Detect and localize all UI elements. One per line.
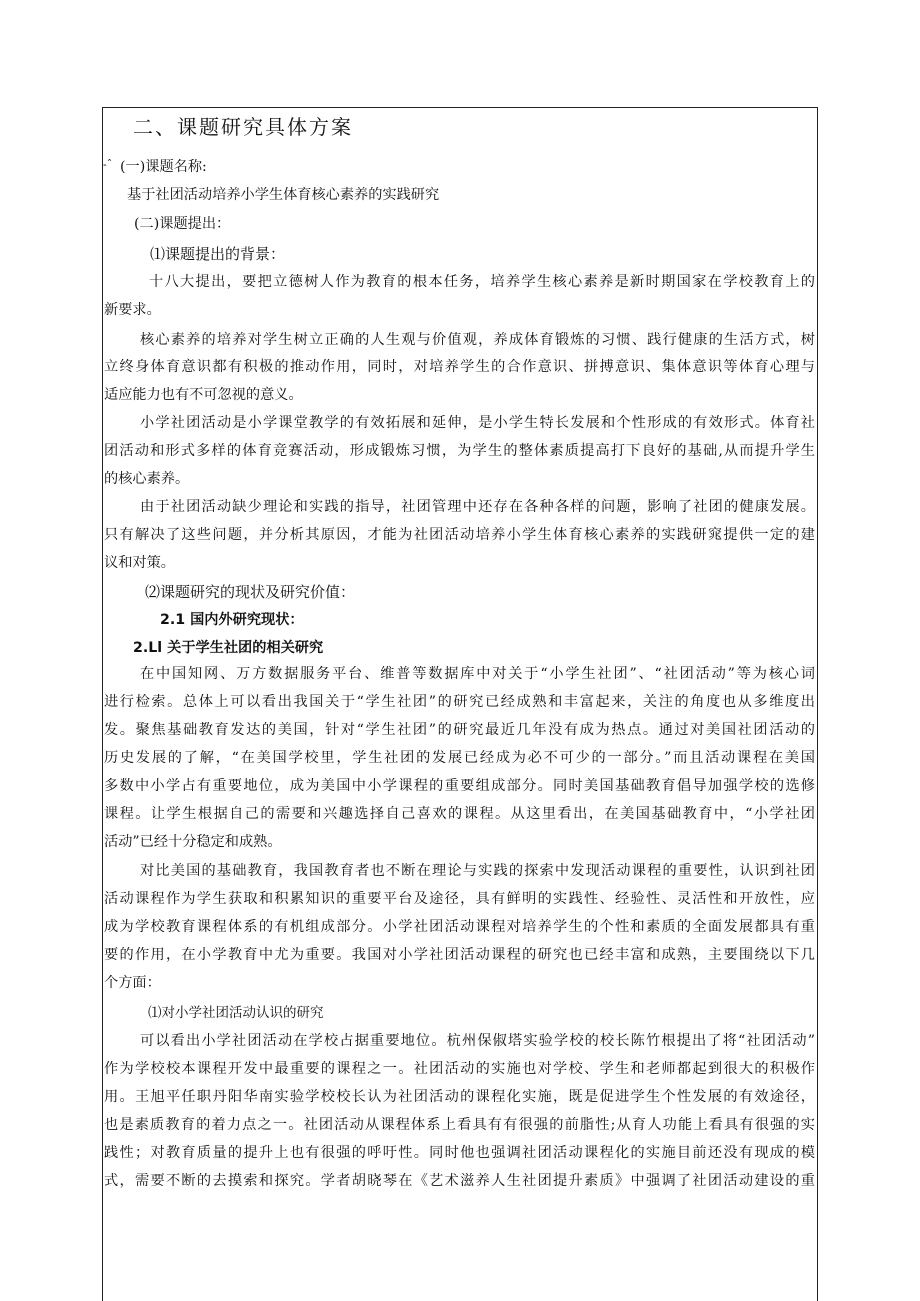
section-heading: 二、课题研究具体方案	[133, 115, 353, 139]
paragraph-line: 可以看出小学社团活动在学校占据重要地位。杭州保俶塔实验学校的校长陈竹根提出了将“社团活动”	[140, 1033, 815, 1049]
subsection-label: ⑴对小学社团活动认识的研究	[148, 1005, 324, 1021]
paragraph-line: 作为学校校本课程开发中最重要的课程之一。社团活动的实施也对学校、学生和老师都起到很大的积极作	[104, 1061, 815, 1077]
status-label: ⑵课题研究的现状及研究价值：	[145, 583, 356, 601]
paragraph-line: 十八大提出，要把立德树人作为教育的根本任务，培养学生核心素养是新时期国家在学校教育上的	[149, 274, 815, 290]
paragraph-line: 核心素养的培养对学生树立正确的人生观与价值观，养成体育锻炼的习惯、践行健康的生活方式，树	[140, 332, 815, 348]
stray-mark: -ˆ	[103, 158, 113, 171]
paragraph-line: 由于社团活动缺少理论和实践的指导，社团管理中还存在各种各样的问题，影响了社团的健康发展。	[140, 499, 815, 515]
topic-name-label: (一)课题名称:	[120, 159, 207, 175]
paragraph-line: 多数中小学占有重要地位，成为美国中小学课程的重要组成部分。同时美国基础教育倡导加强学校的选修	[104, 778, 815, 794]
paragraph-line: 的核心素养。	[104, 471, 190, 487]
paragraph-line: 议和对策。	[104, 555, 175, 571]
paragraph-line: 式，需要不断的去摸索和探究。学者胡晓琴在《艺术滋养人生社团提升素质》中强调了社团活动建设的重	[104, 1173, 815, 1189]
paragraph-line: 要的作用，在小学教育中尤为重要。我国对小学社团活动课程的研究也已经丰富和成熟，主要围绕以下几	[104, 947, 815, 963]
topic-title: 基于社团活动培养小学生体育核心素养的实践研究	[127, 187, 440, 203]
paragraph-line: 适应能力也有不可忽视的意义。	[104, 387, 303, 403]
paragraph-line: 用。王旭平任职丹阳华南实验学校校长认为社团活动的课程化实施，既是促进学生个性发展的有效途径，	[104, 1089, 815, 1105]
paragraph-line: 成为学校教育课程体系的有机组成部分。小学社团活动课程对培养学生的个性和素质的全面发展都具有重	[104, 919, 815, 935]
paragraph-line: 个方面：	[104, 975, 161, 991]
paragraph-line: 团活动和形式多样的体育竞赛活动，形成锻炼习惯，为学生的整体素质提高打下良好的基础,从而提升学生	[104, 443, 815, 459]
paragraph-line: 只有解决了这些问题，并分析其原因，才能为社团活动培养小学生体育核心素养的实践研窕提供一定的建	[104, 527, 815, 543]
background-label: ⑴课题提出的背景：	[150, 245, 286, 263]
paragraph-line: 在中国知网、万方数据服务平台、维普等数据库中对关于“小学生社团”、“社团活动”等为核心词	[140, 666, 815, 682]
paragraph-line: 践性；对教育质量的提升上也有很强的呼吁性。同时他也强调社团活动课程化的实施目前还没有现成的模	[104, 1145, 815, 1161]
subheading-2-1: 2.1 国内外研究现状：	[160, 612, 304, 628]
paragraph-line: 对比美国的基础教育，我国教育者也不断在理论与实践的探索中发现活动课程的重要性，认识到社团	[140, 863, 815, 879]
paragraph-line: 活动课程作为学生获取和积累知识的重要平台及途径，具有鲜明的实践性、经验性、灵活性和开放性，应	[104, 891, 815, 907]
paragraph-line: 历史发展的了解，“在美国学校里，学生社团的发展已经成为必不可少的一部分。”而且活动课程在美国	[104, 750, 815, 766]
paragraph-line: 活动”已经十分稳定和成熟。	[104, 834, 282, 850]
paragraph-line: 也是素质教育的着力点之一。社团活动从课程体系上看具有有很强的前脂性;从育人功能上看具有很强的实	[104, 1117, 815, 1133]
paragraph-line: 立终身体育意识都有积极的推动作用，同时，对培养学生的合作意识、拼搏意识、集体意识等体育心理与	[104, 359, 815, 375]
paragraph-line: 新要求。	[104, 302, 161, 318]
paragraph-line: 小学社团活动是小学课堂教学的有效拓展和延伸，是小学生特长发展和个性形成的有效形式。体育社	[140, 415, 815, 431]
paragraph-line: 进行检索。总体上可以看出我国关于“学生社团”的研究已经成熟和丰富起来，关注的角度也从多维度出	[104, 694, 815, 710]
paragraph-line: 发。聚焦基础教育发达的美国，针对“学生社团”的研究最近几年没有成为热点。通过对美国社团活动的	[104, 722, 815, 738]
paragraph-line: 课程。让学生根据自己的需要和兴趣选择自己喜欢的课程。从这里看出，在美国基础教育中，“小学社团	[104, 806, 815, 822]
topic-origin-label: (二)课题提出：	[134, 216, 231, 232]
subheading-2-1-1: 2.Ll 关于学生社团的相关研究	[133, 640, 324, 656]
